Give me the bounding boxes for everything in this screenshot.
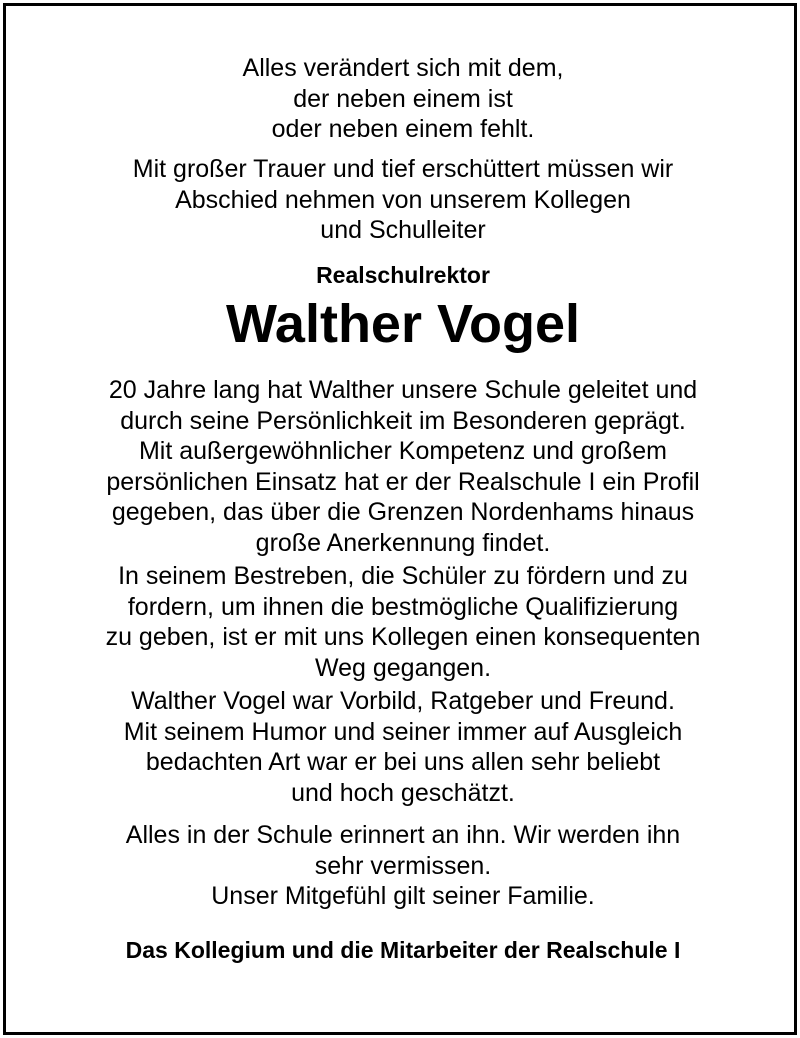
paragraph-line: sehr vermissen.	[314, 851, 492, 880]
paragraph-line: Mit seinem Humor und seiner immer auf Ausgleich	[123, 717, 683, 746]
intro-line: Mit großer Trauer und tief erschüttert müssen wir	[132, 155, 674, 183]
paragraph-line: durch seine Persönlichkeit im Besonderen geprägt.	[120, 406, 686, 435]
intro-line: und Schulleiter	[320, 216, 486, 244]
paragraph-line: gegeben, das über die Grenzen Nordenhams hinaus	[111, 498, 695, 526]
motto-line: Alles verändert sich mit dem,	[242, 54, 564, 82]
deceased-name: Walther Vogel	[225, 294, 581, 354]
intro-text	[6, 154, 800, 246]
paragraph-line: bedachten Art war er bei uns allen sehr beliebt	[145, 748, 661, 776]
motto-line: oder neben einem fehlt.	[271, 115, 535, 143]
paragraph-line: Mit außergewöhnlicher Kompetenz und großem	[138, 437, 668, 465]
signature: Das Kollegium und die Mitarbeiter der Realschule I	[125, 937, 681, 963]
paragraph-line: große Anerkennung findet.	[255, 528, 551, 557]
paragraph-endeavor	[6, 561, 800, 683]
motto-quote	[6, 53, 800, 145]
motto-line: der neben einem ist	[293, 84, 513, 113]
paragraph-line: In seinem Bestreben, die Schüler zu fördern und zu	[118, 562, 688, 590]
paragraph-line: Unser Mitgefühl gilt seiner Familie.	[211, 882, 595, 910]
paragraph-character	[6, 686, 800, 808]
paragraph-line: Alles in der Schule erinnert an ihn. Wir werden ihn	[125, 821, 681, 849]
paragraph-line: persönlichen Einsatz hat er der Realschule I ein Profil	[106, 467, 700, 496]
paragraph-tenure	[6, 375, 800, 558]
paragraph-line: und hoch geschätzt.	[291, 778, 515, 807]
obituary-frame	[3, 3, 797, 1035]
intro-line: Abschied nehmen von unserem Kollegen	[175, 185, 631, 214]
paragraph-line: fordern, um ihnen die bestmögliche Qualifizierung	[127, 592, 679, 621]
paragraph-line: zu geben, ist er mit uns Kollegen einen konsequenten	[105, 623, 701, 651]
paragraph-line: Weg gegangen.	[314, 653, 492, 682]
paragraph-line: Walther Vogel war Vorbild, Ratgeber und Freund.	[131, 687, 675, 715]
paragraph-farewell	[6, 820, 800, 912]
deceased-title: Realschulrektor	[316, 262, 490, 288]
paragraph-line: 20 Jahre lang hat Walther unsere Schule geleitet und	[108, 376, 698, 404]
